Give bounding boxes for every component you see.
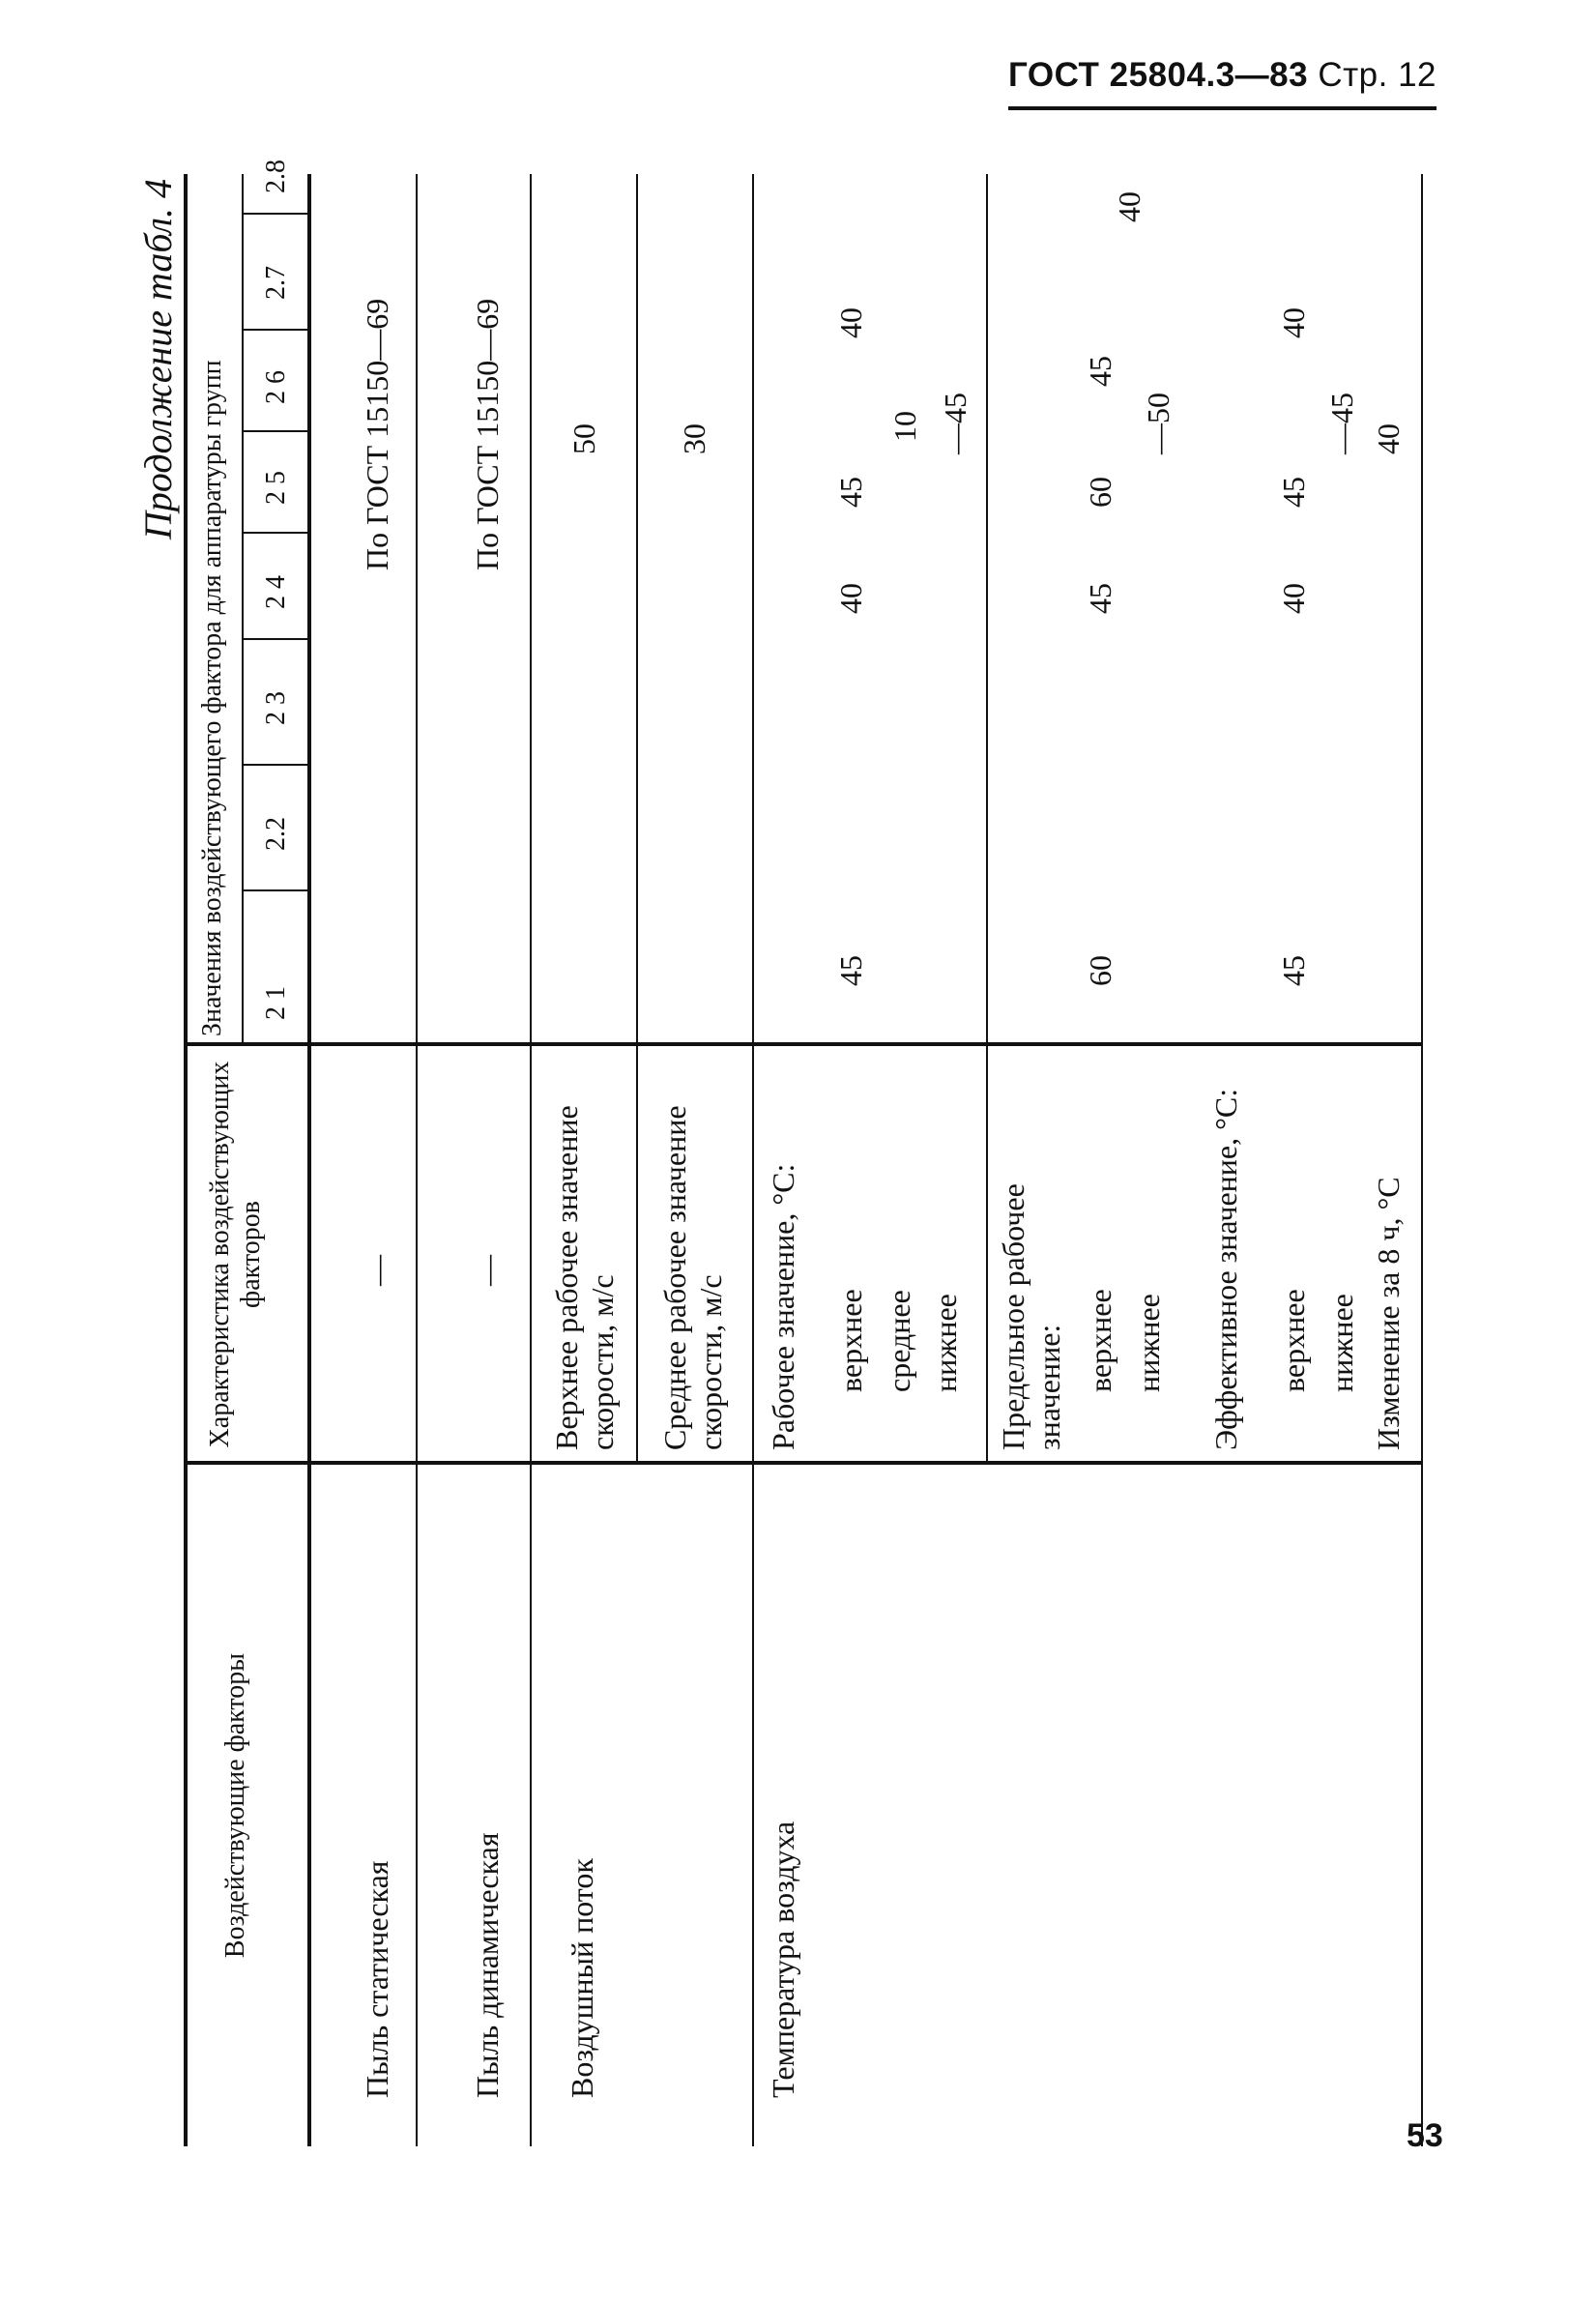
header-characteristic: Характеристика воздействующих факторов (205, 1061, 267, 1448)
limit-upper-value-3: 60 (1083, 477, 1117, 508)
working-upper-value-2: 40 (833, 583, 868, 614)
airflow-upper-label: Верхнее рабочее значение скорости, м/с (549, 1105, 620, 1450)
header-factor: Воздействующие факторы (220, 1652, 250, 1959)
limit-upper-value-2: 45 (1083, 583, 1117, 614)
working-lower-label: нижнее (928, 1294, 963, 1392)
limit-lower-value: —50 (1141, 393, 1175, 454)
working-upper-value-1: 45 (833, 955, 868, 986)
row-rule-1 (416, 174, 418, 2146)
group-2-4: 2 4 (261, 575, 291, 609)
effective-upper-value-4: 40 (1276, 307, 1311, 338)
rotated-table (135, 160, 1450, 2156)
effective-upper-value-3: 45 (1276, 477, 1311, 508)
group-rule-1 (242, 889, 307, 891)
effective-upper-label: верхнее (1276, 1289, 1311, 1392)
limit-label: Предельное рабочее значение: (996, 1183, 1066, 1450)
value-dust-static: По ГОСТ 15150—69 (360, 298, 394, 570)
effective-lower-label: нижнее (1324, 1294, 1359, 1392)
limit-upper-label: верхнее (1083, 1289, 1117, 1392)
group-2-2: 2.2 (261, 817, 291, 851)
airflow-mean-value: 30 (677, 423, 711, 454)
effective-upper-value-2: 40 (1276, 583, 1311, 614)
limit-lower-label: нижнее (1131, 1294, 1166, 1392)
characteristic-column-rule (184, 1042, 1421, 1046)
factor-air-temperature: Температура воздуха (766, 1821, 800, 2098)
group-rule-4 (242, 532, 307, 534)
table-caption: Продолжение табл. 4 (136, 179, 180, 540)
row-rule-2 (530, 174, 532, 2146)
page-header (1008, 56, 1436, 110)
limit-upper-value-5: 40 (1112, 191, 1146, 222)
change-label: Изменение за 8 ч, °С (1371, 1177, 1406, 1450)
change-value: 40 (1371, 423, 1406, 454)
page-label: Стр. 12 (1318, 56, 1436, 94)
row-rule-3 (636, 174, 638, 1465)
working-middle-label: среднее (882, 1290, 916, 1392)
airflow-mean-label: Среднее рабочее значение скорости, м/с (657, 1105, 728, 1450)
factor-column-rule (184, 1461, 1421, 1465)
header-bottom-rule (307, 174, 311, 2146)
group-2-8: 2.8 (261, 160, 291, 193)
page-number: 53 (1407, 2117, 1443, 2154)
group-2-7: 2.7 (261, 266, 291, 300)
effective-upper-value-1: 45 (1276, 955, 1311, 986)
factor-airflow: Воздушный поток (565, 1858, 599, 2098)
group-2-3: 2 3 (261, 691, 291, 725)
row-rule-5 (986, 174, 988, 1465)
group-2-5: 2 5 (261, 471, 291, 505)
limit-upper-value-4: 45 (1083, 356, 1117, 387)
group-rule-2 (242, 764, 307, 766)
group-rule-3 (242, 638, 307, 640)
factor-dust-static: Пыль статическая (360, 1860, 394, 2098)
table-bottom-rule (1421, 174, 1423, 2146)
effective-label: Эффективное значение, °С: (1208, 1088, 1243, 1450)
airflow-upper-value: 50 (566, 423, 601, 454)
group-header-rule (242, 174, 244, 1046)
working-label: Рабочее значение, °С: (766, 1163, 800, 1450)
working-upper-label: верхнее (833, 1289, 868, 1392)
header-values-group: Значения воздействующего фактора для аппаратуры групп (197, 360, 227, 1036)
group-rule-6 (242, 329, 307, 331)
characteristic-dust-dynamic: — (470, 1255, 505, 1286)
group-2-6: 2 6 (261, 370, 291, 404)
working-middle-value: 10 (887, 411, 922, 442)
table-top-rule (184, 174, 188, 2146)
group-rule-5 (242, 430, 307, 432)
effective-lower-value: —45 (1324, 393, 1359, 454)
working-upper-value-3: 45 (833, 477, 868, 508)
standard-number: ГОСТ 25804.3—83 (1008, 56, 1309, 94)
row-rule-4 (752, 174, 754, 2146)
characteristic-dust-static: — (360, 1255, 394, 1286)
limit-upper-value-1: 60 (1083, 955, 1117, 986)
group-rule-7 (242, 213, 307, 215)
working-upper-value-4: 40 (833, 307, 868, 338)
group-2-1: 2 1 (261, 986, 291, 1020)
working-lower-value: —45 (938, 393, 972, 454)
factor-dust-dynamic: Пыль динамическая (470, 1832, 505, 2098)
value-dust-dynamic: По ГОСТ 15150—69 (470, 298, 505, 570)
